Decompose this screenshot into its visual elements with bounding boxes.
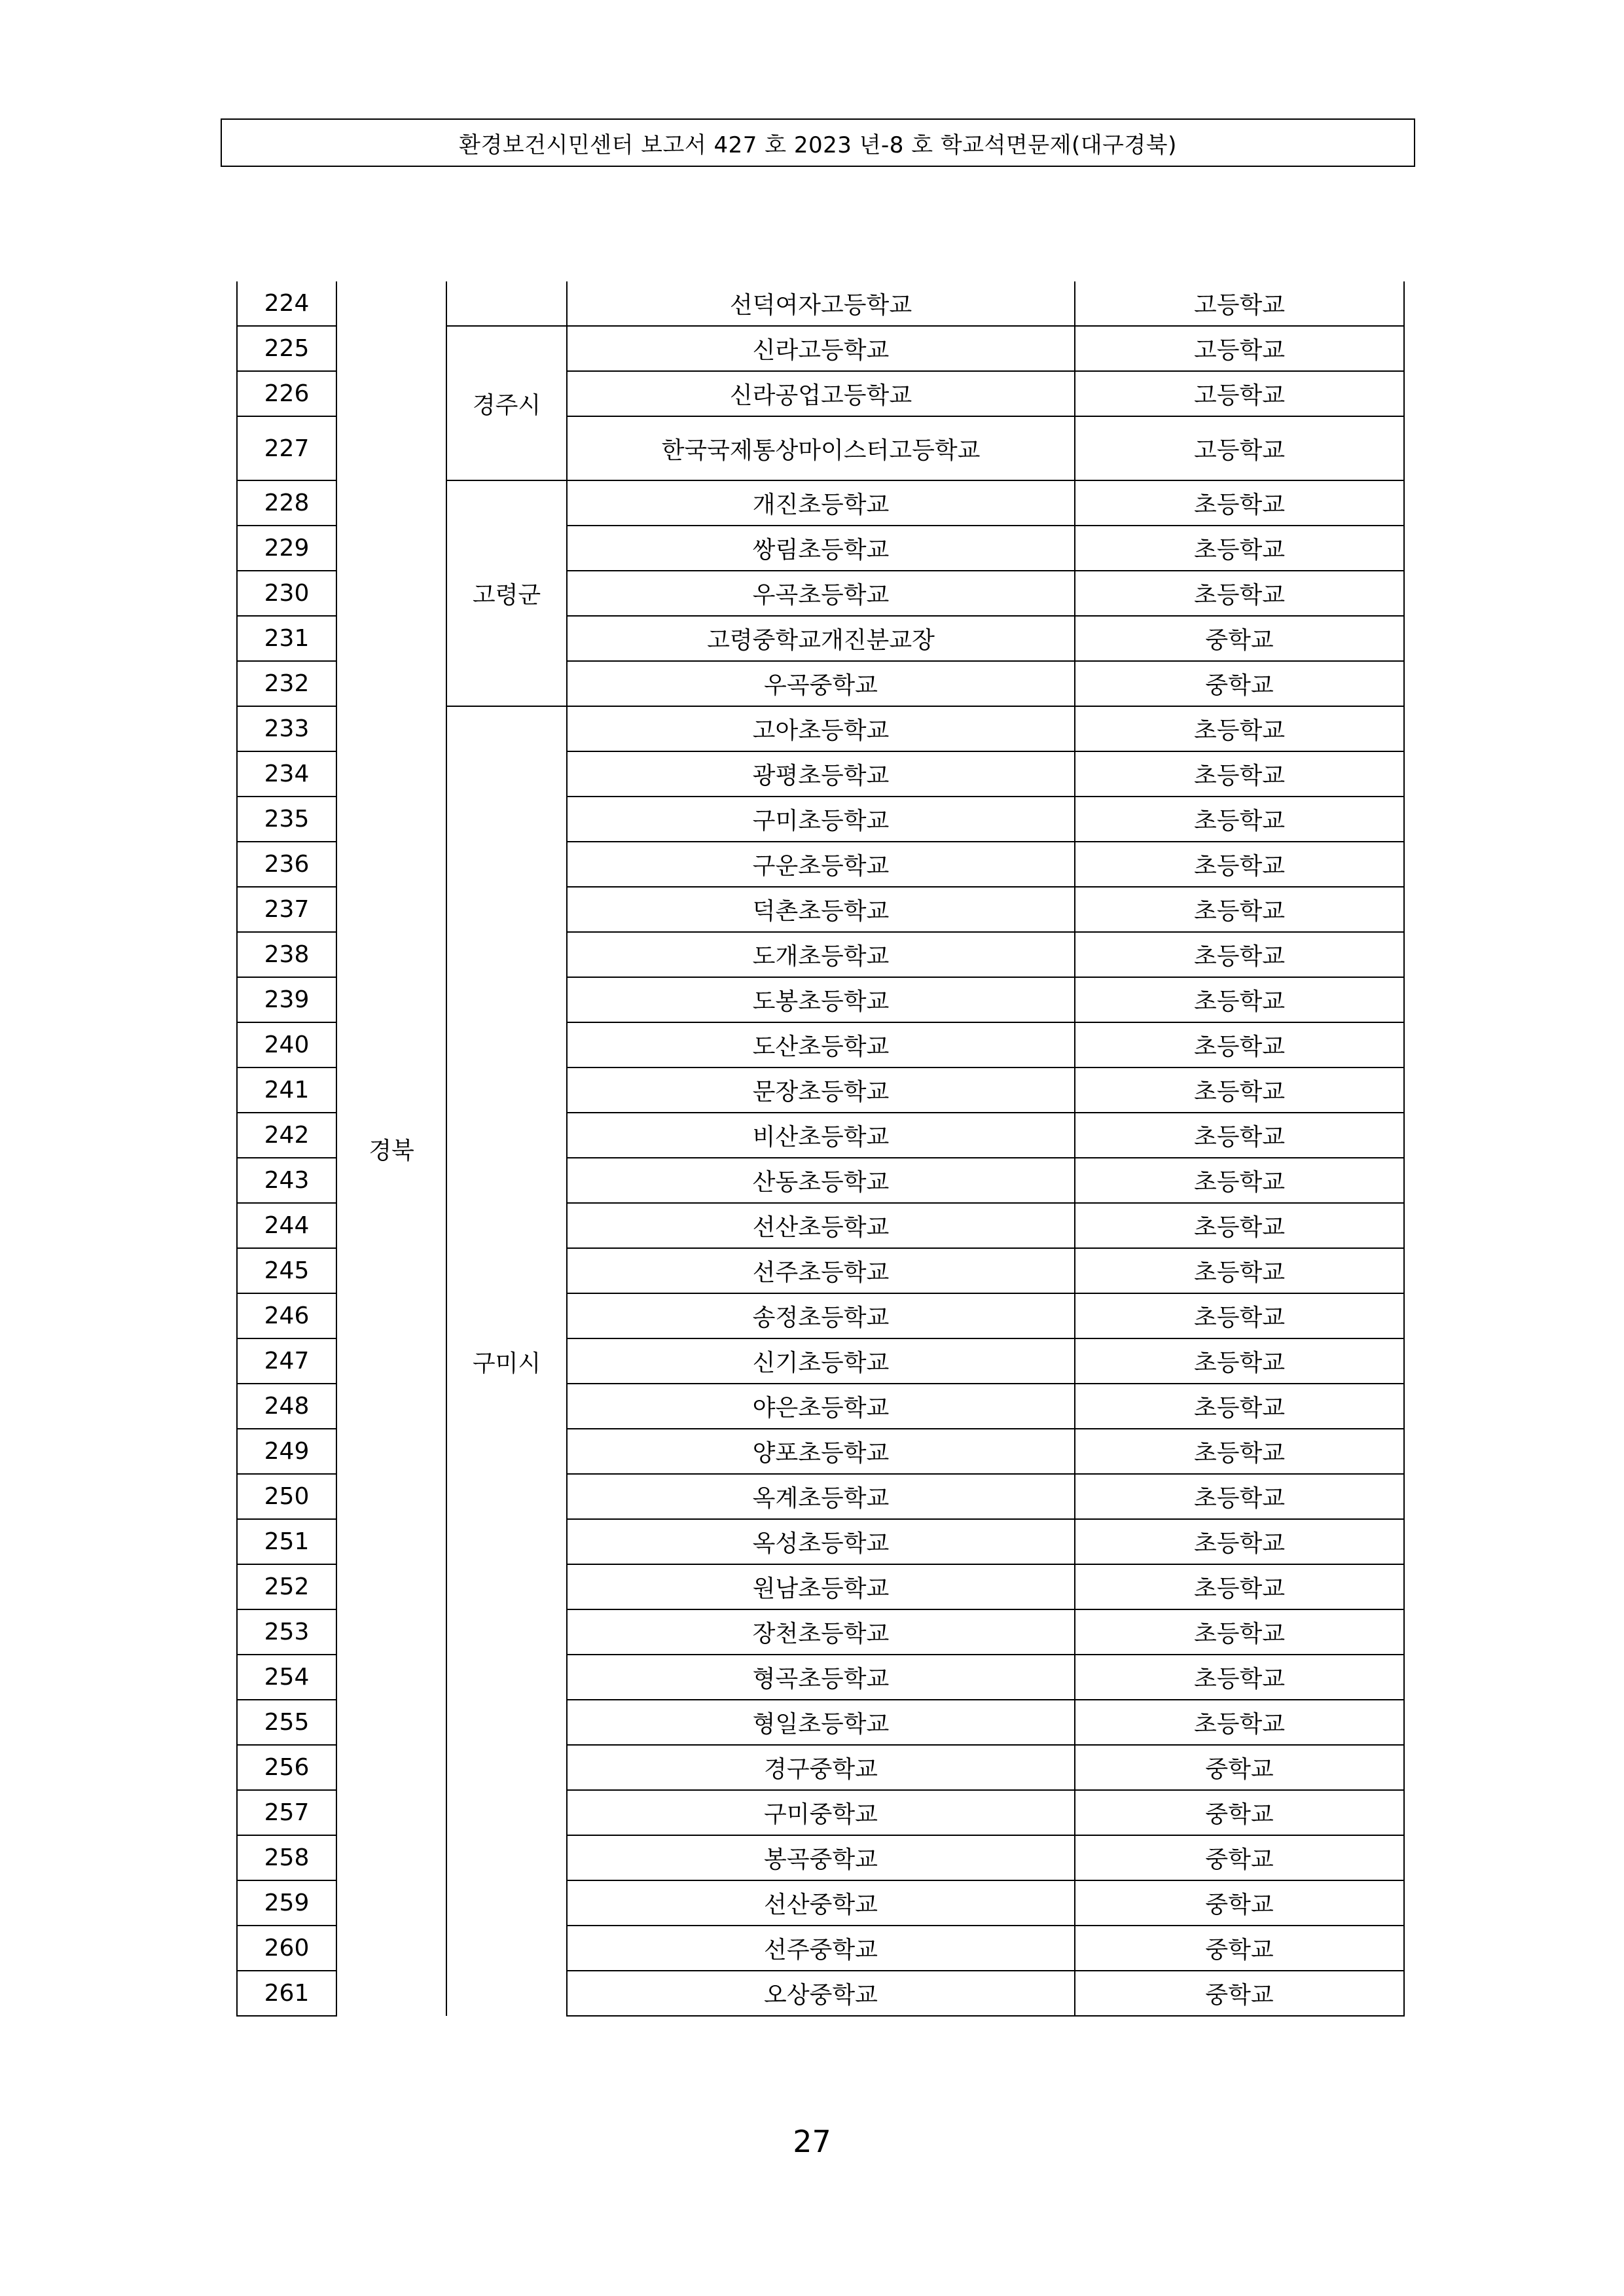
school-name: 비산초등학교 [567, 1113, 1075, 1158]
row-number: 251 [237, 1519, 336, 1564]
school-level: 초등학교 [1075, 1700, 1404, 1745]
school-level: 초등학교 [1075, 1203, 1404, 1248]
school-level: 중학교 [1075, 1790, 1404, 1835]
school-name: 오상중학교 [567, 1971, 1075, 2016]
school-level: 중학교 [1075, 1926, 1404, 1971]
school-name: 신라공업고등학교 [567, 371, 1075, 416]
school-name: 도개초등학교 [567, 932, 1075, 977]
row-number: 257 [237, 1790, 336, 1835]
row-number: 227 [237, 416, 336, 480]
city-cell: 고령군 [446, 480, 567, 706]
region-cell: 경북 [336, 281, 446, 2016]
school-level: 초등학교 [1075, 1248, 1404, 1293]
school-level: 고등학교 [1075, 416, 1404, 480]
school-level: 초등학교 [1075, 526, 1404, 571]
row-number: 245 [237, 1248, 336, 1293]
school-level: 초등학교 [1075, 1564, 1404, 1609]
school-name: 도봉초등학교 [567, 977, 1075, 1022]
school-level: 중학교 [1075, 616, 1404, 661]
report-title: 환경보건시민센터 보고서 427 호 2023 년-8 호 학교석면문제(대구경북) [459, 132, 1177, 158]
school-level: 초등학교 [1075, 1338, 1404, 1384]
school-level: 초등학교 [1075, 1067, 1404, 1113]
school-level: 초등학교 [1075, 1609, 1404, 1655]
school-name: 신라고등학교 [567, 326, 1075, 371]
city-cell [446, 281, 567, 326]
row-number: 255 [237, 1700, 336, 1745]
report-header [221, 118, 1415, 167]
school-level: 중학교 [1075, 661, 1404, 706]
school-name: 한국국제통상마이스터고등학교 [567, 416, 1075, 480]
row-number: 239 [237, 977, 336, 1022]
row-number: 249 [237, 1429, 336, 1474]
row-number: 252 [237, 1564, 336, 1609]
school-name: 광평초등학교 [567, 751, 1075, 797]
row-number: 234 [237, 751, 336, 797]
school-name: 문장초등학교 [567, 1067, 1075, 1113]
page-number: 27 [793, 2124, 831, 2159]
row-number: 261 [237, 1971, 336, 2016]
table-row [237, 281, 1404, 326]
row-number: 243 [237, 1158, 336, 1203]
school-level: 초등학교 [1075, 480, 1404, 526]
school-level: 고등학교 [1075, 326, 1404, 371]
row-number: 231 [237, 616, 336, 661]
school-name: 도산초등학교 [567, 1022, 1075, 1067]
school-name: 선주중학교 [567, 1926, 1075, 1971]
row-number: 260 [237, 1926, 336, 1971]
row-number: 235 [237, 797, 336, 842]
row-number: 253 [237, 1609, 336, 1655]
school-level: 초등학교 [1075, 1293, 1404, 1338]
school-level: 초등학교 [1075, 1384, 1404, 1429]
school-level: 중학교 [1075, 1880, 1404, 1926]
row-number: 233 [237, 706, 336, 751]
school-level: 초등학교 [1075, 977, 1404, 1022]
school-name: 형곡초등학교 [567, 1655, 1075, 1700]
school-name: 야은초등학교 [567, 1384, 1075, 1429]
school-level: 초등학교 [1075, 571, 1404, 616]
row-number: 246 [237, 1293, 336, 1338]
school-level: 초등학교 [1075, 797, 1404, 842]
row-number: 230 [237, 571, 336, 616]
school-name: 양포초등학교 [567, 1429, 1075, 1474]
school-name: 개진초등학교 [567, 480, 1075, 526]
school-name: 구미중학교 [567, 1790, 1075, 1835]
school-level: 초등학교 [1075, 1655, 1404, 1700]
school-level: 중학교 [1075, 1971, 1404, 2016]
school-level: 초등학교 [1075, 1022, 1404, 1067]
row-number: 240 [237, 1022, 336, 1067]
school-name: 옥계초등학교 [567, 1474, 1075, 1519]
city-cell: 구미시 [446, 706, 567, 2016]
school-level: 초등학교 [1075, 887, 1404, 932]
row-number: 237 [237, 887, 336, 932]
school-name: 선주초등학교 [567, 1248, 1075, 1293]
row-number: 232 [237, 661, 336, 706]
school-level: 초등학교 [1075, 1113, 1404, 1158]
school-name: 구미초등학교 [567, 797, 1075, 842]
row-number: 236 [237, 842, 336, 887]
school-level: 초등학교 [1075, 1158, 1404, 1203]
row-number: 250 [237, 1474, 336, 1519]
row-number: 247 [237, 1338, 336, 1384]
school-name: 봉곡중학교 [567, 1835, 1075, 1880]
city-cell: 경주시 [446, 326, 567, 480]
school-name: 선덕여자고등학교 [567, 281, 1075, 326]
school-name: 구운초등학교 [567, 842, 1075, 887]
row-number: 226 [237, 371, 336, 416]
row-number: 225 [237, 326, 336, 371]
school-level: 초등학교 [1075, 1474, 1404, 1519]
school-level: 고등학교 [1075, 371, 1404, 416]
school-name: 형일초등학교 [567, 1700, 1075, 1745]
school-name: 고아초등학교 [567, 706, 1075, 751]
school-level: 초등학교 [1075, 1429, 1404, 1474]
row-number: 254 [237, 1655, 336, 1700]
school-name: 산동초등학교 [567, 1158, 1075, 1203]
school-name: 경구중학교 [567, 1745, 1075, 1790]
school-name: 선산중학교 [567, 1880, 1075, 1926]
school-name: 옥성초등학교 [567, 1519, 1075, 1564]
school-level: 초등학교 [1075, 842, 1404, 887]
school-name: 쌍림초등학교 [567, 526, 1075, 571]
school-name: 원남초등학교 [567, 1564, 1075, 1609]
school-name: 덕촌초등학교 [567, 887, 1075, 932]
school-name: 우곡초등학교 [567, 571, 1075, 616]
row-number: 248 [237, 1384, 336, 1429]
school-list-table [236, 281, 1405, 2017]
school-name: 우곡중학교 [567, 661, 1075, 706]
row-number: 224 [237, 281, 336, 326]
row-number: 238 [237, 932, 336, 977]
school-level: 초등학교 [1075, 751, 1404, 797]
row-number: 228 [237, 480, 336, 526]
school-level: 중학교 [1075, 1835, 1404, 1880]
row-number: 241 [237, 1067, 336, 1113]
row-number: 244 [237, 1203, 336, 1248]
school-level: 고등학교 [1075, 281, 1404, 326]
school-level: 초등학교 [1075, 932, 1404, 977]
school-name: 송정초등학교 [567, 1293, 1075, 1338]
school-level: 중학교 [1075, 1745, 1404, 1790]
school-level: 초등학교 [1075, 1519, 1404, 1564]
school-name: 고령중학교개진분교장 [567, 616, 1075, 661]
row-number: 259 [237, 1880, 336, 1926]
table-body [237, 281, 1404, 2016]
school-name: 선산초등학교 [567, 1203, 1075, 1248]
school-level: 초등학교 [1075, 706, 1404, 751]
school-name: 신기초등학교 [567, 1338, 1075, 1384]
row-number: 242 [237, 1113, 336, 1158]
row-number: 229 [237, 526, 336, 571]
school-name: 장천초등학교 [567, 1609, 1075, 1655]
row-number: 256 [237, 1745, 336, 1790]
row-number: 258 [237, 1835, 336, 1880]
